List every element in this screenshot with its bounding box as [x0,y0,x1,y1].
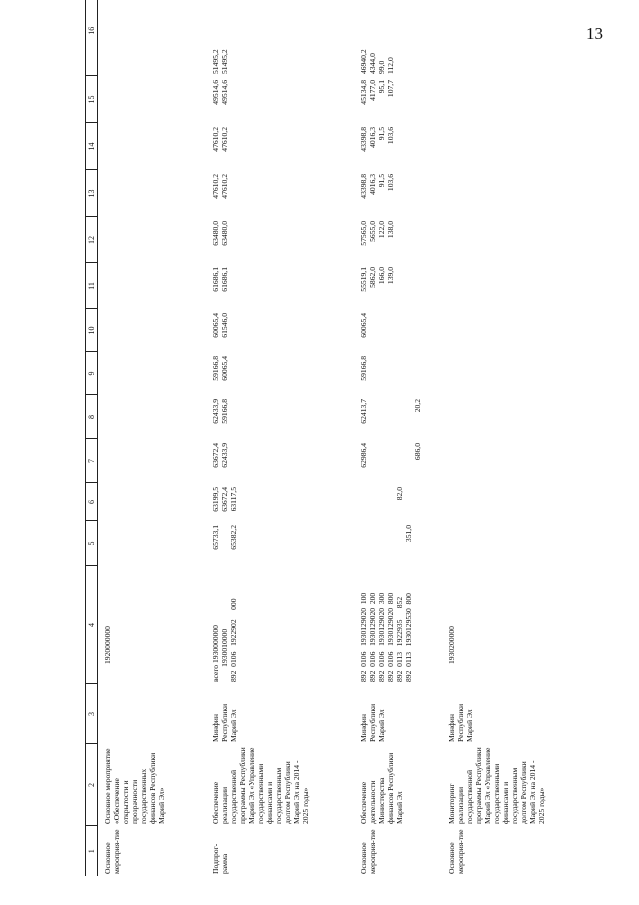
header-cell: 3 [86,684,98,744]
value-cell [98,123,209,170]
row-title: Мониторинг реализации государственной программы Республики Марий Эл «Управление государственными финансами и государственным долгом Республики Марий Эл на 2014 - 2025 годы» [447,747,546,824]
value-cell: 59166,8 60065,4 [211,356,230,381]
row-title: Обеспечение деятельности Министерства финансов Республики Марий Эл [359,752,405,824]
value-cell: 43398,8 4016,3 91,5 103,6 [359,174,396,199]
header-cell: 10 [86,309,98,352]
value-cell [98,263,209,309]
budget-table-container [85,26,625,876]
header-cell: 11 [86,263,98,309]
value-cell [98,76,209,123]
value-cell [446,439,598,483]
value-cell [446,521,598,566]
header-cell: 4 [86,566,98,684]
value-cell [446,217,598,263]
value-cell: 51495,2 51495,2 [211,49,230,74]
value-cell [446,395,598,439]
header-cell: 6 [86,483,98,521]
header-cell: 16 [86,0,98,76]
value-cell: 46940,2 4344,0 99,0 112,0 [359,49,396,74]
value-cell: 43398,8 4016,3 91,5 103,6 [359,127,396,152]
page-number: 13 [586,24,603,43]
header-cell: 2 [86,744,98,826]
value-cell: 63480,0 63480,0 [211,221,230,246]
header-cell: 14 [86,123,98,170]
row-type: Основное мероприя-тие [359,829,378,874]
value-cell [446,352,598,395]
value-cell: 62413,7 20,2 [359,399,423,424]
row-code: 1920000000 [103,626,113,664]
row-code: 892 0106 1930129020 100 892 0106 1930129020 200 892 0106 1930129020 300 892 0106 1930129020 800 892 0113 1922935 852 892 0113 1930129530 800 [359,592,414,682]
table-row [358,0,446,876]
row-title: Обеспечение реализации государственной программы Республики Марий Эл «Управление государственными финансами и государственным долгом Республики Марий Эл на 2014 - 2025 годы» [211,747,310,824]
header-row [86,0,98,876]
value-cell: 60065,4 [359,313,369,338]
value-cell: 49514,6 49514,6 [211,80,230,105]
row-type: Основное мероприя-тие [103,829,122,874]
value-cell [98,521,209,566]
header-cell: 13 [86,170,98,217]
value-cell [98,352,209,395]
value-cell [446,263,598,309]
header-cell: 15 [86,76,98,123]
table-row [98,0,209,876]
header-cell: 12 [86,217,98,263]
value-cell [98,170,209,217]
value-cell [446,483,598,521]
header-cell: 1 [86,826,98,876]
value-cell [446,76,598,123]
header-cell: 5 [86,521,98,566]
value-cell [98,439,209,483]
value-cell: 45134,8 4177,0 95,1 107,7 [359,80,396,105]
value-cell [446,309,598,352]
value-cell: 351,0 [404,525,414,543]
header-cell: 9 [86,352,98,395]
value-cell: 47610,2 47610,2 [211,174,230,199]
value-cell [98,0,209,76]
row-executor: Минфин Республики Марий Эл [447,703,475,742]
table-row [446,0,598,876]
value-cell: 55519,1 5862,0 166,0 139,0 [359,267,396,292]
value-cell: 61686,1 61686,1 [211,267,230,292]
value-cell: 62433,9 59166,8 [211,399,230,424]
value-cell: 82,0 [395,487,405,501]
row-title: Основное мероприятие «Обеспечение открытости и прозрачности государственных финансов Республики Марий Эл» [103,748,167,824]
value-cell [98,217,209,263]
header-cell: 8 [86,395,98,439]
value-cell: 60065,4 61546,0 [211,313,230,338]
value-cell [98,483,209,521]
value-cell [446,170,598,217]
value-cell: 59166,8 [359,356,369,381]
row-type: Основное мероприя-тие [447,829,466,874]
table-row [208,0,358,876]
value-cell [446,0,598,76]
row-executor [98,684,209,744]
value-cell: 65733,1 65382,2 [211,525,239,550]
row-executor: Минфин Республики Марий Эл [211,703,239,742]
value-cell: 57565,0 5655,0 122,0 138,0 [359,221,396,246]
row-executor: Минфин Республики Марий Эл [359,703,387,742]
budget-table [85,0,598,876]
value-cell [98,395,209,439]
value-cell [446,123,598,170]
header-cell: 7 [86,439,98,483]
row-code: всего 1930000000 1930010000 892 0106 1922902 000 [211,598,239,682]
row-code: 1930200000 [447,626,457,664]
value-cell: 47610,2 47610,2 [211,127,230,152]
value-cell: 63672,4 62433,9 [211,443,230,468]
row-type: Подпрог-рамма [211,843,230,874]
value-cell: 63199,5 63672,4 63117,5 [211,487,239,512]
value-cell [98,309,209,352]
value-cell: 62986,4 686,0 [359,443,423,468]
